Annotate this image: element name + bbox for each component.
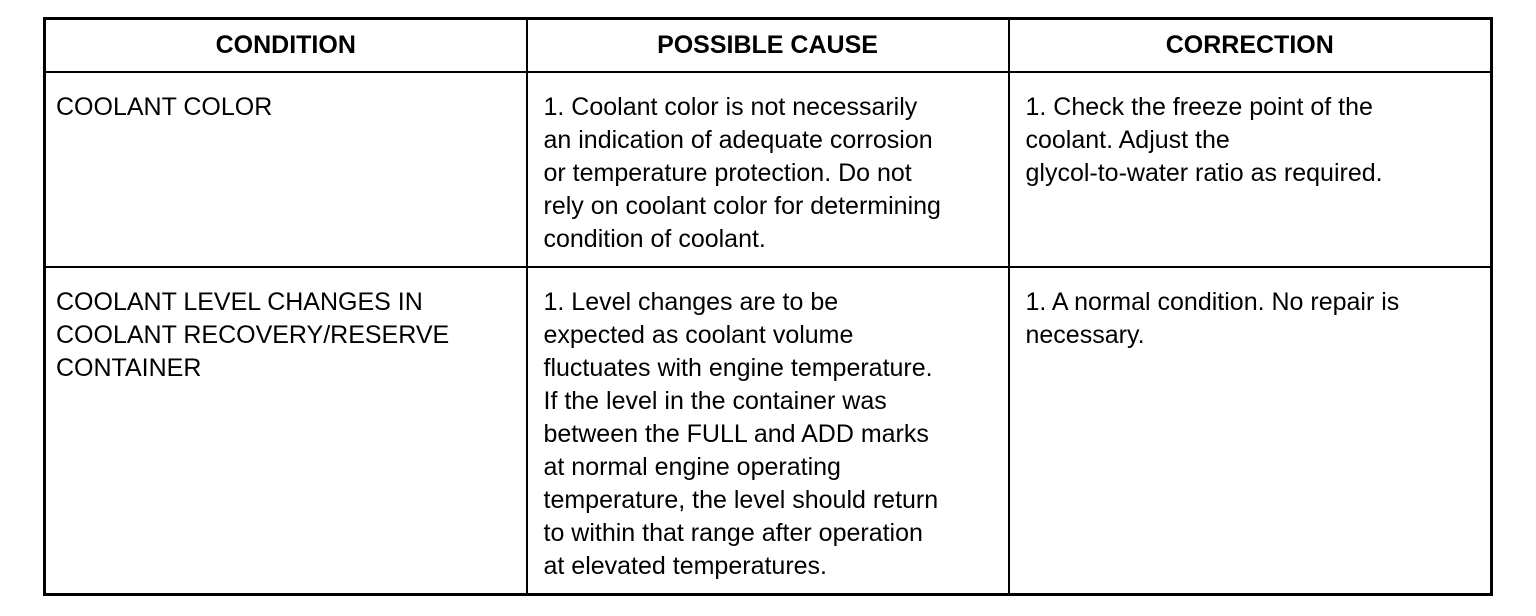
cause-cell (527, 267, 1009, 595)
condition-cell (45, 267, 527, 595)
condition-cell (45, 72, 527, 267)
correction-text: 1. A normal condition. No repair is necessary. (1025, 288, 1400, 349)
header-correction: CORRECTION (1009, 19, 1492, 73)
table-row (45, 72, 1492, 267)
correction-cell (1009, 267, 1492, 595)
cause-text: 1. Level changes are to be expected as coolant volume fluctuates with engine temperature. If the level in the container was between the FULL and ADD marks at normal engine operating temperature, the level should return to within that range after operation at elevated temperatures. (543, 288, 939, 580)
header-row (45, 19, 1492, 73)
cause-text: 1. Coolant color is not necessarily an indication of adequate corrosion or temperature protection. Do not rely on coolant color for determining condition of coolant. (543, 93, 941, 253)
cause-cell (527, 72, 1009, 267)
condition-text: COOLANT LEVEL CHANGES IN COOLANT RECOVERY/RESERVE CONTAINER (56, 288, 450, 382)
header-possible-cause: POSSIBLE CAUSE (527, 19, 1009, 73)
correction-text: 1. Check the freeze point of the coolant. Adjust the glycol-to-water ratio as required. (1025, 93, 1383, 187)
header-condition: CONDITION (45, 19, 527, 73)
table-row (45, 267, 1492, 595)
condition-text: COOLANT COLOR (56, 93, 273, 121)
diagnosis-table (43, 17, 1493, 596)
correction-cell (1009, 72, 1492, 267)
